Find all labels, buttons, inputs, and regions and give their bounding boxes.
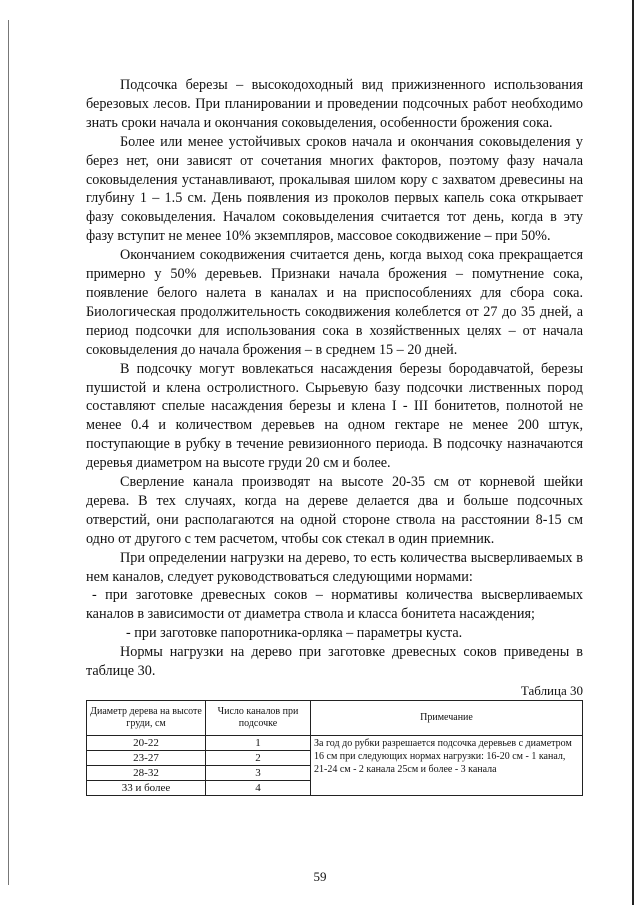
paragraph-1: Подсочка березы – высокодоходный вид прижизненного использования березовых лесов. При планировании и проведении подсочных работ необходимо знать сроки начала и окончания соковыделения, особенности брожения сока. (86, 77, 583, 131)
header-diameter: Диаметр дерева на высоте груди, см (87, 701, 206, 736)
table-intro: Нормы нагрузки на дерево при заготовке древесных соков приведены в таблице 30. (86, 644, 583, 680)
cell-diameter: 28-32 (87, 766, 206, 781)
norms-table (86, 700, 583, 796)
scan-left-edge (8, 20, 9, 885)
paragraph-2: Более или менее устойчивых сроков начала и окончания соковыделения у берез нет, они зависят от сочетания многих факторов, поэтому фазу начала соковыделения устанавливают, прокалывая шилом кору с захватом древесины на глубину 1 – 1.5 см. День появления из проколов первых капель сока открывает фазу соковыделения. Началом соковыделения считается тот день, когда в эту фазу вступит не менее 10% экземпляров, массовое сокодвижение – при 50%. (86, 133, 583, 245)
table-caption: Таблица 30 (520, 683, 583, 698)
cell-channels: 4 (206, 781, 311, 796)
paragraph-6: При определении нагрузки на дерево, то есть количества высверливаемых в нем каналов, следует руководствоваться следующими нормами: (86, 549, 583, 585)
cell-channels: 2 (206, 751, 311, 766)
cell-channels: 1 (206, 736, 311, 751)
list-item: - при заготовке папоротника-орляка – параметры куста. (126, 625, 463, 642)
cell-diameter: 23-27 (87, 751, 206, 766)
scan-right-edge (632, 0, 634, 905)
list-item: - при заготовке древесных соков – нормативы количества высверливаемых каналов в зависимости от диаметра ствола и класса бонитета насаждения; (86, 587, 583, 623)
cell-diameter: 20-22 (87, 736, 206, 751)
page-body (86, 76, 583, 796)
header-channels: Число каналов при подсочке (206, 701, 311, 736)
table-header-row (87, 701, 583, 736)
cell-diameter: 33 и более (87, 781, 206, 796)
paragraph-5: Сверление канала производят на высоте 20-35 см от корневой шейки дерева. В тех случаях, когда на дереве делается два и больше подсочных отверстий, они располагаются на одной стороне ствола на расстоянии 8-15 см одно от другого с тем расчетом, чтобы сок стекал в один приемник. (86, 474, 583, 547)
page-number: 59 (313, 869, 327, 884)
paragraph-3: Окончанием сокодвижения считается день, когда выход сока прекращается примерно у 50% деревьев. Признаки начала брожения – помутнение сока, появление белого налета в каналах и на приспособлениях для сбора сока. Биологическая продолжительность сокодвижения колеблется от 27 до 35 дней, а период подсочки для использования сока в хозяйственных целях – от начала соковыделения до начала брожения – в среднем 15 – 20 дней. (86, 247, 583, 358)
paragraph-4: В подсочку могут вовлекаться насаждения березы бородавчатой, березы пушистой и клена остролистного. Сырьевую базу подсочки лиственных пород составляют спелые насаждения березы и клена I - III бонитетов, полнотой не менее 0.4 и количеством деревьев на одном гектаре не менее 200 штук, поступающие в рубку в течение ревизионного периода. В подсочку назначаются деревья диаметром на высоте груди 20 см и более. (86, 360, 583, 472)
cell-note: За год до рубки разрешается подсочка деревьев с диаметром 16 см при следующих нормах нагрузки: 16-20 см - 1 канал, 21-24 см - 2 канала 25см и более - 3 канала (311, 736, 583, 796)
header-note: Примечание (311, 701, 583, 736)
cell-channels: 3 (206, 766, 311, 781)
table-row (87, 736, 583, 751)
